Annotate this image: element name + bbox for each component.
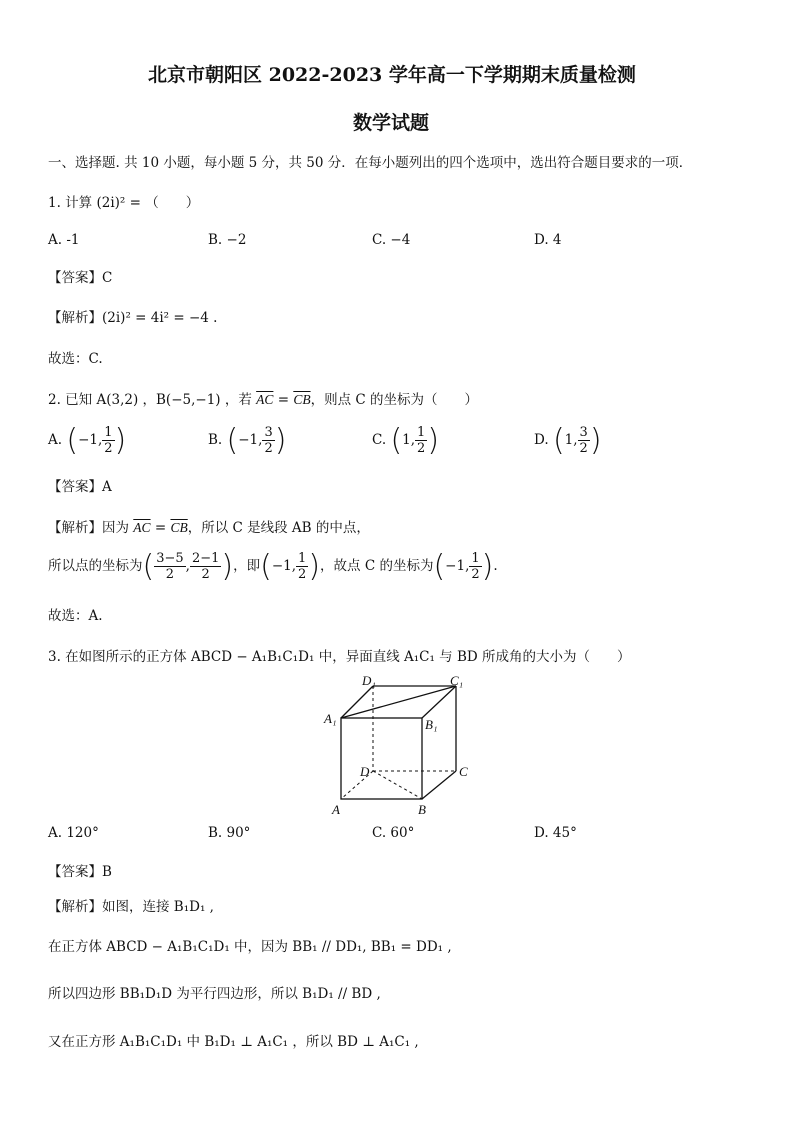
q2-stem: 2. 已知 A(3,2) ，B(−5,−1) ，若 $\overline{AC} = \overline{CB}$，则点 C 的坐标为（ ） (48, 392, 478, 408)
q3-stem: 3. 在如图所示的正方体 ABCD − A₁B₁C₁D₁ 中，异面直线 A₁C₁ 与 BD 所成角的大小为（ ） (48, 649, 631, 665)
label-c: C (459, 764, 468, 779)
q2-option-d: D. (1, $\frac{3}{2}$ ) (534, 423, 602, 458)
q1-option-c: C. −4 (372, 232, 411, 248)
page-subtitle: 数学试题 (353, 112, 430, 134)
label-d1: D₁ (362, 673, 376, 688)
section-heading: 一、选择题. 共 10 小题，每小题 5 分，共 50 分．在每小题列出的四个选项中，选出符合题目要求的一项． (48, 155, 693, 171)
q3-option-a: A. 120° (48, 825, 99, 841)
label-b: B (418, 802, 426, 817)
q1-choose: 故选：C. (48, 351, 103, 367)
q2-choose: 故选：A. (48, 608, 103, 624)
label-b1: B₁ (425, 717, 438, 732)
q3-explanation-3: 所以四边形 BB₁D₁D 为平行四边形，所以 B₁D₁ // BD , (48, 986, 381, 1002)
q2-option-c: C. (1, $\frac{1}{2}$ ) (372, 423, 440, 458)
q1-option-d: D. 4 (534, 232, 562, 248)
q2-option-a: A. (−1, $\frac{1}{2}$ ) (48, 423, 127, 458)
q3-explanation-2: 在正方体 ABCD − A₁B₁C₁D₁ 中，因为 BB₁ // DD₁, BB₁ = DD₁ , (48, 939, 452, 955)
vector-cb: $\overline{CB}$ (293, 392, 311, 407)
label-a: A (332, 802, 340, 817)
q1-explanation: 【解析】(2i)² = 4i² = −4 . (48, 310, 218, 326)
q3-option-b: B. 90° (208, 825, 251, 841)
q1-answer: 【答案】C (48, 270, 113, 286)
q2-explanation: 【解析】因为 $\overline{AC} = \overline{CB}$，所以 C 是线段 AB 的中点， (48, 520, 370, 536)
vector-ac: $\overline{AC}$ (256, 392, 274, 407)
q1-option-a: A. -1 (48, 232, 80, 248)
page-title: 北京市朝阳区 2022-2023 学年高一下学期期末质量检测 (148, 64, 636, 86)
label-c1: C₁ (450, 673, 464, 688)
q3-explanation-4: 又在正方形 A₁B₁C₁D₁ 中 B₁D₁ ⊥ A₁C₁ ，所以 BD ⊥ A₁C₁ , (48, 1034, 419, 1050)
q3-option-d: D. 45° (534, 825, 577, 841)
q3-explanation-1: 【解析】如图，连接 B₁D₁ , (48, 899, 214, 915)
q2-explanation-line2: 所以点的坐标为( $\frac{3-5}{2}$ , $\frac{2-1}{2}$ )，即(−1, $\frac{1}{2}$ )，故点 C 的坐标为(−1, $\frac{1}{2}$ ). (48, 549, 498, 584)
q2-option-b: B. (−1, $\frac{3}{2}$ ) (208, 423, 287, 458)
q3-option-c: C. 60° (372, 825, 415, 841)
q2-answer: 【答案】A (48, 479, 112, 495)
label-a1: A₁ (324, 711, 337, 726)
q3-answer: 【答案】B (48, 864, 112, 880)
q1-stem: 1. 计算 (2i)² = （ ） (48, 195, 200, 211)
cube-figure (310, 672, 490, 822)
label-d: D (360, 764, 370, 779)
q1-option-b: B. −2 (208, 232, 247, 248)
